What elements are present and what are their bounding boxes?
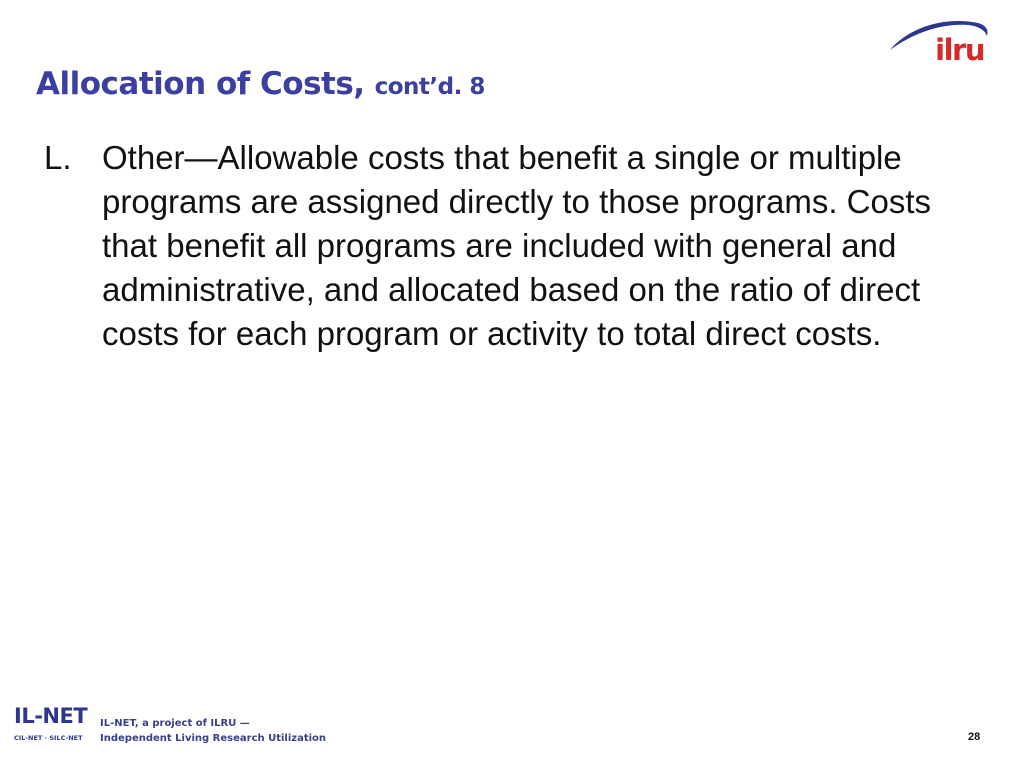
ilru-logo-text: ilru — [935, 33, 984, 67]
footer-text — [100, 716, 326, 746]
footer-line-2: Independent Living Research Utilization — [100, 733, 327, 744]
il-net-logo-text: IL-NET — [14, 704, 88, 728]
page-number: 28 — [968, 731, 981, 743]
list-item — [44, 136, 974, 356]
slide-title-sub: cont’d. 8 — [374, 74, 485, 100]
ilru-logo — [886, 14, 996, 76]
slide-title-main: Allocation of Costs, — [36, 66, 365, 102]
il-net-logo-subtext: CIL-NET · SILC-NET — [14, 734, 83, 742]
body-list — [44, 136, 974, 356]
list-item-text: Other—Allowable costs that benefit a single or multiple programs are assigned directly to those programs. Costs that benefit all programs are included with general and administrative, and allocated based on the ratio of direct costs for each program or activity to total direct costs. — [102, 139, 932, 352]
list-item-marker: L. — [44, 139, 72, 176]
slide-title — [36, 64, 485, 102]
il-net-logo — [14, 706, 96, 750]
footer-line-1: IL-NET, a project of ILRU — — [100, 718, 250, 729]
